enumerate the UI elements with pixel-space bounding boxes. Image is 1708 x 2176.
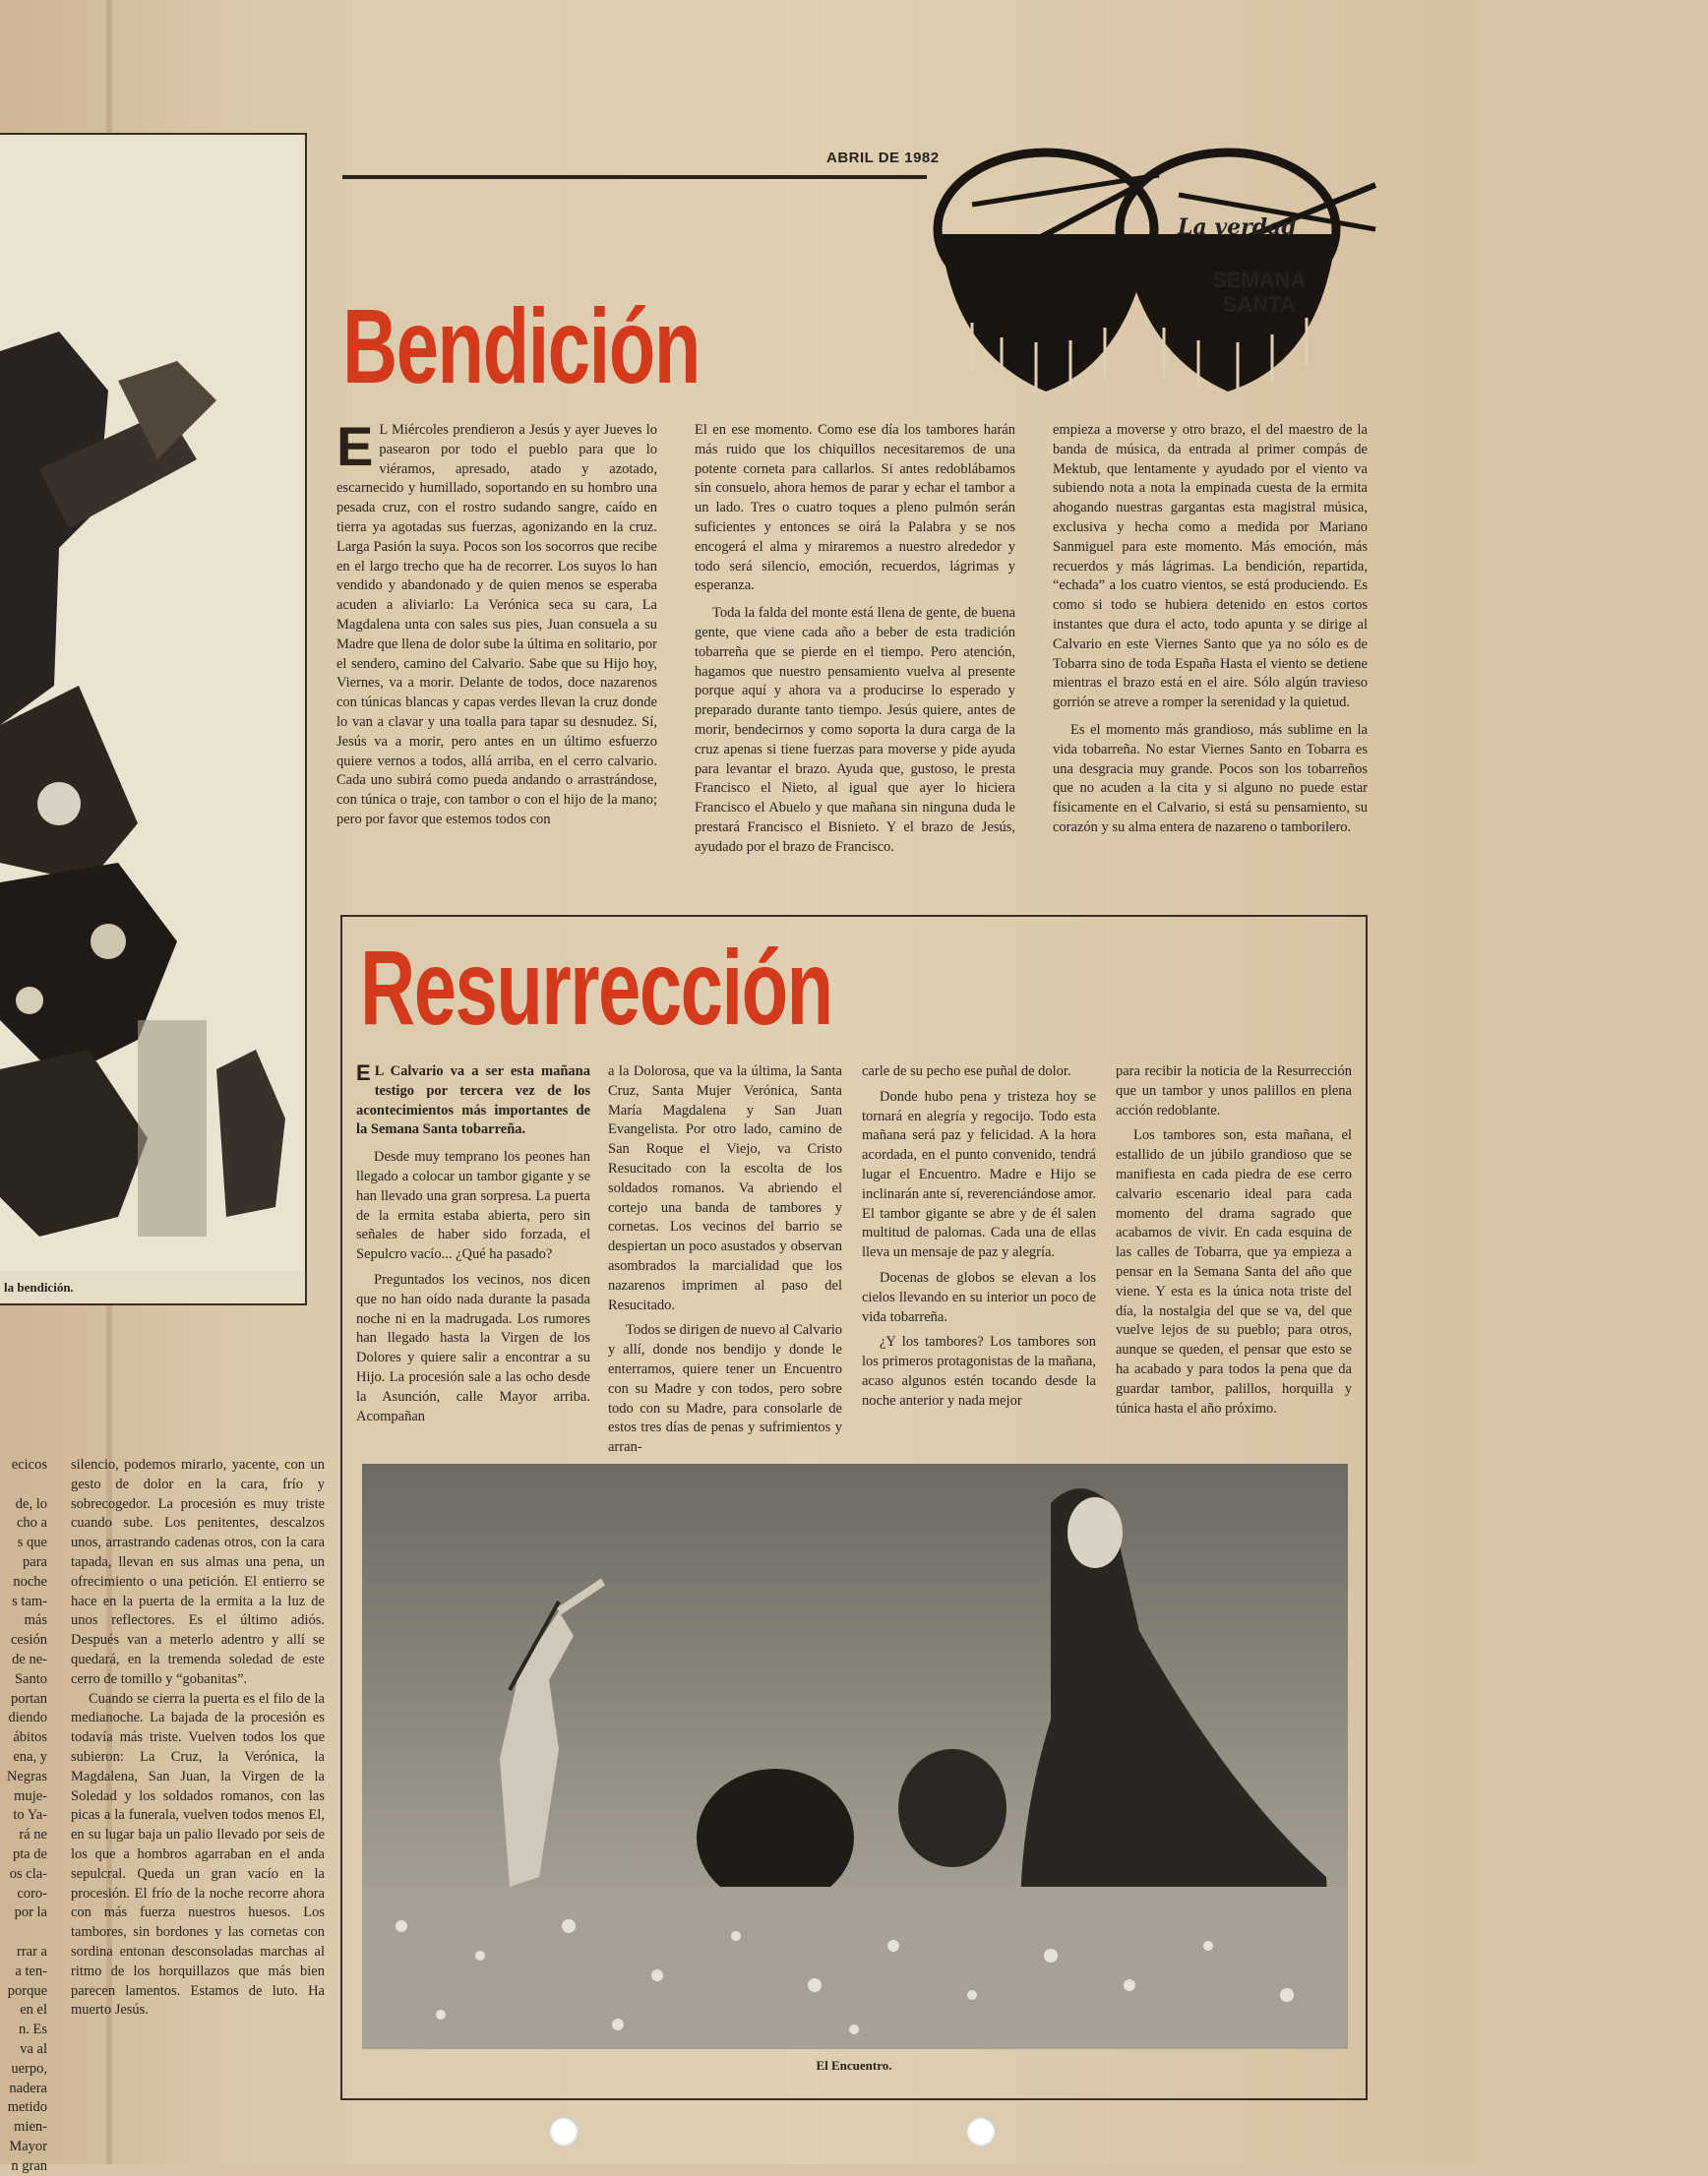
paragraph: carle de su pecho ese puñal de dolor.: [862, 1063, 1071, 1079]
fragment-line: pta de: [12, 1845, 47, 1862]
drop-cap: E: [356, 1060, 371, 1085]
lead-text: L Calvario va a ser esta mañana testigo por tercera vez de los acontecimientos más importantes de la Semana Santa tobarreña.: [356, 1063, 590, 1138]
fragment-line: ena, y: [13, 1748, 47, 1765]
fragment-line: coro-: [17, 1885, 47, 1902]
fragment-line: de ne-: [12, 1651, 47, 1667]
fragment-line: mien-: [14, 2119, 47, 2136]
fragment-line: s tam-: [12, 1593, 47, 1609]
issue-date: ABRIL DE 1982: [826, 150, 940, 166]
bendicion-column-1: [336, 415, 657, 832]
resurreccion-column-4: [1116, 1062, 1352, 1420]
fragment-line: portan: [10, 1690, 47, 1707]
fragment-line: s que: [17, 1535, 47, 1551]
fragment-line: os cla-: [9, 1865, 47, 1882]
blessing-photo-caption: la bendición.: [4, 1280, 74, 1295]
fragment-line: Santo: [14, 1670, 47, 1687]
resurreccion-column-3: [862, 1062, 1096, 1414]
resurreccion-headline: Resurrección: [360, 928, 832, 1047]
logo-line: SANTA: [1222, 292, 1296, 317]
paragraph: Desde muy temprano los peones han llegado a colocar un tambor gigante y se han llevado una gran sorpresa. La puerta de la ermita estaba abierta, pero sin señales de haber sido forzada, el Sepulcro vacío... ¿Qué ha pasado?: [356, 1149, 590, 1263]
paragraph: Donde hubo pena y tristeza hoy se tornará en alegría y regocijo. Todo esta mañana será paz y felicidad. A la hora acordada, en el punto convenido, tendrá lugar el Encuentro. Madre e Hijo se inclinarán ante sí, reverenciándose amor. El tambor gigante se abre y de él salen multitud de palomas. Cada una de ellas lleva un mensaje de paz y alegría.: [862, 1088, 1096, 1261]
resurreccion-column-2: [608, 1062, 842, 1460]
encuentro-photo: [362, 1464, 1348, 2049]
fragment-line: cesión: [10, 1632, 47, 1649]
paragraph: silencio, podemos mirarlo, yacente, con un gesto de dolor en la cara, frío y sobrecogedor. La procesión es muy triste cuando sube. Los penitentes, descalzos unos, arrastrando cadenas otros, con la cara tapada, llevan en sus almas una pena, un ofrecimiento o una petición. El entierro se hace en la puerta de la ermita a la luz de unos reflectores. Es el último adiós. Después van a meterlo adentro y allí se quedará, en la tremenda soledad de este cerro de tomillo y “gobanitas”.: [71, 1457, 325, 1687]
paragraph: El en ese momento. Como ese día los tambores harán más ruido que los chiquillos necesitaremos de una potente corneta para callarlos. Si antes redoblábamos sin consuelo, ahora hemos de parar y echar el tambor a un lado. Tres o cuatro toques a pleno pulmón serán suficientes y entonces se oirá la Palabra y se nos encogerá el alma y miraremos a nuestro alrededor y todo será silencio, emoción, recuerdos, lágrimas y esperanza.: [695, 422, 1015, 594]
fragment-line: uerpo,: [11, 2060, 47, 2077]
encuentro-image: [362, 1464, 1348, 2049]
fragment-line: metido: [7, 2099, 47, 2116]
logo-section-title: [1212, 268, 1306, 317]
lead-paragraph: [356, 1062, 590, 1140]
bendicion-headline: Bendición: [342, 286, 700, 405]
fragment-line: Negras: [6, 1768, 47, 1784]
bendicion-column-3: [1053, 421, 1368, 840]
paragraph: para recibir la noticia de la Resurrección que un tambor y unos palillos en plena acción redoblante.: [1116, 1063, 1352, 1118]
paragraph: Todos se dirigen de nuevo al Calvario y allí, donde nos bendijo y donde le enterramos, quiere tener un Encuentro con su Madre y con todos, pero sobre todo con su Madre, para consolarle de estos tres días de penas y sufrimientos y arran-: [608, 1322, 842, 1456]
paragraph: a la Dolorosa, que va la última, la Santa Cruz, Santa Mujer Verónica, Santa María Magdalena y San Juan Evangelista. Por otro lado, camino de San Roque el Viejo, va Cristo Resucitado con la escolta de los soldados romanos. Va abriendo el cortejo una banda de tambores y cornetas. Los vecinos del barrio se despiertan un poco asustados y observan asombrados la marcialidad que los nazarenos imprimen al paso del Resucitado.: [608, 1063, 842, 1313]
fragment-line: [0, 1923, 47, 1943]
paragraph: empieza a moverse y otro brazo, el del maestro de la banda de música, da entrada al primer compás de Mektub, que lentamente y ayudado por el viento va subiendo nota a nota la empinada cuesta de la ermita ahogando nuestras gargantas esta magistral música, exclusiva y hecha como a medida por Mariano Sanmiguel para este momento. Más emoción, más recuerdos y más lágrimas. La bendición, repartida, “echada” a los cuatro vientos, se está produciendo. Es como si todo se hubiera detenido en estos cortos instantes que dura el acto, todo apunta y se dirige al Calvario en este Viernes Santo que ya no sólo es de Tobarra sino de toda España Hasta el viento se detiene mientras el brazo está en el aire. Sólo algún travieso gorrión se atreve a romper la serenidad y la quietud.: [1053, 422, 1368, 711]
drum-logo-icon: [933, 126, 1380, 411]
fragment-line: porque: [7, 1982, 47, 1999]
encuentro-photo-caption: El Encuentro.: [816, 2058, 892, 2073]
drop-cap: E: [336, 415, 374, 477]
blessing-photo: [0, 133, 307, 1305]
paragraph: Preguntados los vecinos, nos dicen que no han oído nada durante la pasada noche ni en la madrugada. Los rumores han llegado hasta la Virgen de los Dolores y quiere salir a encontrar a su Hijo. La procesión sale a las ocho desde la Asunción, calle Mayor arriba. Acompañan: [356, 1271, 590, 1424]
paragraph: Es el momento más grandioso, más sublime en la vida tobarreña. No estar Viernes Santo en Tobarra es una desgracia muy grande. Pocos son los tobarreños que no acuden a la cita y si alguno no puede estar físicamente en el Calvario, si está su pensamiento, su corazón y su alma entera de nazareno o tamborilero.: [1053, 721, 1368, 835]
fragment-line: rá ne: [19, 1827, 47, 1844]
fragment-line: n. Es: [19, 2022, 47, 2038]
fragment-line: en el: [20, 2002, 47, 2019]
fragment-line: ábitos: [13, 1729, 47, 1746]
fragment-line: noche: [13, 1573, 47, 1590]
crucifix-image: [0, 135, 303, 1271]
binder-hole: [966, 2117, 996, 2146]
fragment-line: más: [24, 1612, 47, 1629]
fragment-line: para: [23, 1553, 47, 1570]
fragment-line: va al: [20, 2040, 47, 2057]
left-fragment-column: [0, 1456, 47, 2174]
fragment-line: [0, 1476, 47, 1495]
fragment-line: diendo: [8, 1710, 47, 1726]
paragraph: Los tambores son, esta mañana, el estallido de un júbilo grandioso que se manifiesta en cada piedra de ese cerro calvario escenario ideal para cada momento del drama sagrado que acabamos de vivir. En cada esquina de las calles de Tobarra, que ya empieza a pensar en la Semana Santa del año que viene. Y esta es la única nota triste del día, la nostalgia del que se va, del que vuelve lejos de su pueblo; para otros, aunque se queden, el pensar que esto se ha acabado y para todos la pena que da guardar tambor, palillos, horquilla y túnica hasta el año próximo.: [1116, 1127, 1352, 1417]
logo-line: SEMANA: [1212, 268, 1307, 292]
paragraph: Docenas de globos se elevan a los cielos llevando en su interior un poco de vida tobarreña.: [862, 1269, 1096, 1325]
fragment-line: Mayor: [9, 2138, 47, 2154]
paragraph: Cuando se cierra la puerta es el filo de la medianoche. La bajada de la procesión es todavía más triste. Vuelven todos los que subieron: La Cruz, la Verónica, la Magdalena, San Juan, la Virgen de la Soledad y los soldados romanos, con las picas a la funerala, vuelven todos menos El, en su lugar baja un palio llevado por seis de los que a hombros agarraban en el anda sepulcral. Queda un gran vacío en la procesión. El frío de la noche recorre ahora con más fuerza nuestros huesos. Los tambores, sin bordones y las cornetas con sordina entonan desconsoladas marchas al ritmo de los horquillazos que más bien parecen lamentos. Estamos de luto. Ha muerto Jesús.: [71, 1690, 325, 2019]
fragment-line: nadera: [9, 2080, 47, 2096]
header-rule: [342, 175, 927, 179]
paragraph: [336, 415, 657, 830]
left-continuation-column: [71, 1456, 325, 2021]
fragment-line: ecicos: [11, 1457, 47, 1473]
fragment-line: por la: [14, 1904, 47, 1921]
fragment-line: to Ya-: [13, 1807, 47, 1824]
paragraph-text: L Miércoles prendieron a Jesús y ayer Jueves lo pasearon por todo el pueblo para que lo viéramos, apresado, atado y azotado, escarnecido y humillado, soportando en su hombro una pesada cruz, con el rostro sudando sangre, caído en tierra ya agotadas sus fuerzas, agonizando en la cruz. Larga Pasión la suya. Pocos son los socorros que recibe en el largo trecho que ha de recorrer. Los suyos lo han vendido y abandonado y de quien menos se esperaba acuden a aliviarlo: La Verónica seca su cara, La Magdalena unta con sales sus pies, Juan consuela a su Madre que llena de dolor sube la última en solitario, por el sendero, camino del Calvario. Sabe que su Hijo hoy, Viernes, va a morir. Delante de todos, doce nazarenos con túnicas blancas y capas verdes llevan la cruz donde lo van a clavar y una toalla para tapar su desnudez. Sí, Jesús va a morir, pero antes en un último esfuerzo quiere vernos a todos, allá arriba, en el cerro calvario. Cada uno subirá como pueda andando o arrastrándose, con túnica o traje, con tambor o con el hijo de la mano; pero por favor que estemos todos con: [336, 422, 657, 827]
binder-hole: [549, 2117, 579, 2146]
paragraph: ¿Y los tambores? Los tambores son los primeros protagonistas de la mañana, acaso algunos estén tocando desde la noche anterior y nada mejor: [862, 1334, 1096, 1409]
fragment-line: rrar a: [17, 1943, 47, 1960]
fragment-line: cho a: [17, 1515, 47, 1532]
resurreccion-column-1: [356, 1062, 590, 1428]
fragment-line: n gran: [11, 2157, 47, 2174]
fragment-line: de, lo: [15, 1495, 47, 1512]
paragraph: Toda la falda del monte está llena de gente, de buena gente, que viene cada año a beber de esta tradición tobarreña que se pierde en el tiempo. Pero atención, hagamos que nuestro pensamiento vuelva al presente porque aquí y ahora va a producirse lo esperado y preparado durante tanto tiempo. Jesús quiere, antes de morir, bendecirnos y como soporta la dura carga de la cruz apenas si tiene fuerzas para moverse y pide ayuda para levantar el brazo. Ayuda que, gustoso, le presta Francisco el Nieto, al igual que ayer lo hiciera Francisco el Abuelo y que mañana sin ninguna duda le prestará Francisco el Bisnieto. Y el brazo de Jesús, ayudado por el brazo de Francisco.: [695, 605, 1015, 855]
logo-brand: La verdad: [1178, 214, 1297, 240]
fragment-line: muje-: [14, 1787, 47, 1804]
bendicion-column-2: [695, 421, 1015, 860]
fragment-line: a ten-: [15, 1963, 47, 1979]
